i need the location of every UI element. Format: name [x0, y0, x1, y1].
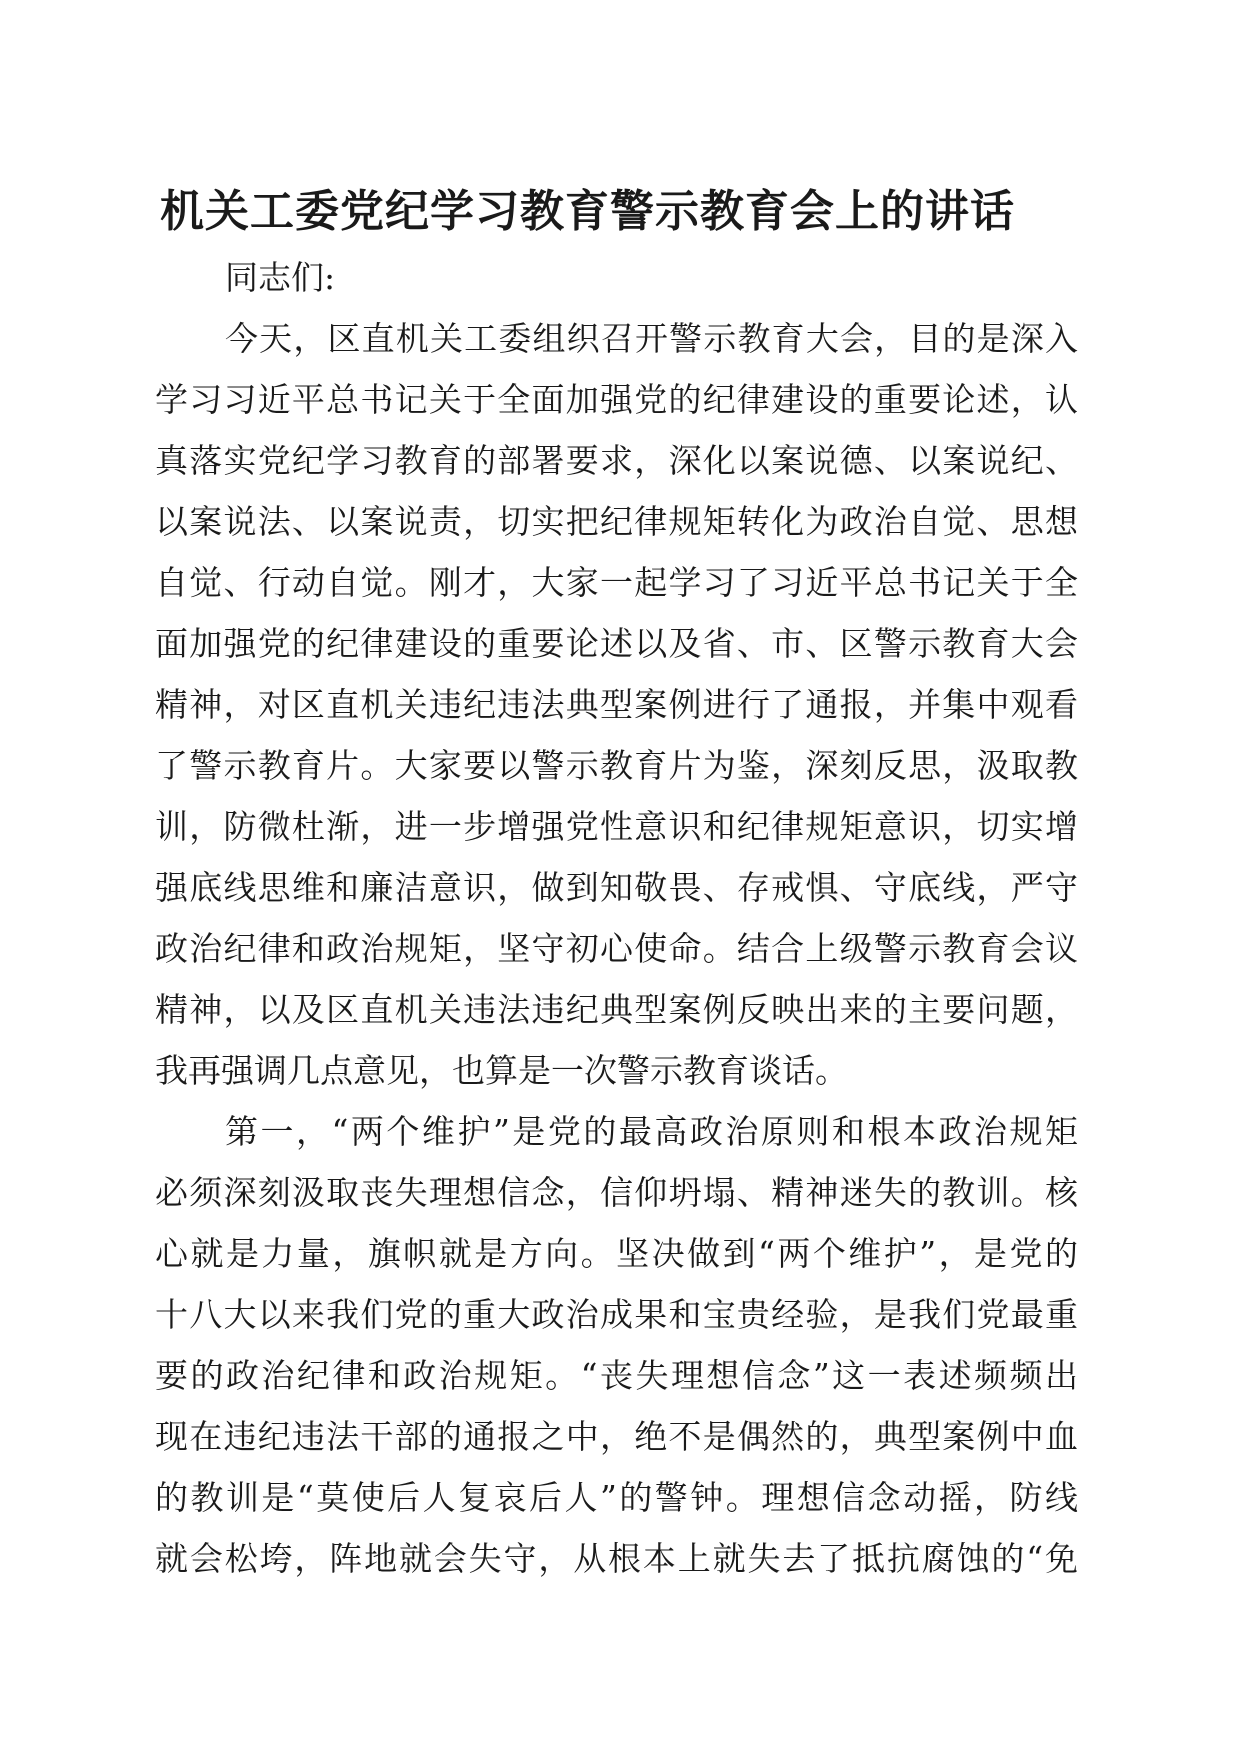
- paragraph-line: 第一，“两个维护”是党的最高政治原则和根本政治规矩: [225, 1112, 1078, 1151]
- paragraph-line: 今天，区直机关工委组织召开警示教育大会，目的是深入: [225, 319, 1078, 358]
- paragraph-line: 强底线思维和廉洁意识，做到知敬畏、存戒惧、守底线，严守: [155, 868, 1078, 907]
- paragraph-line: 必须深刻汲取丧失理想信念，信仰坍塌、精神迷失的教训。核: [155, 1173, 1078, 1212]
- paragraph-line: 就会松垮，阵地就会失守，从根本上就失去了抵抗腐蚀的“免: [155, 1539, 1078, 1578]
- paragraph-line: 我再强调几点意见，也算是一次警示教育谈话。: [155, 1051, 848, 1090]
- paragraph-line: 现在违纪违法干部的通报之中，绝不是偶然的，典型案例中血: [155, 1417, 1078, 1456]
- paragraph-line: 自觉、行动自觉。刚才，大家一起学习了习近平总书记关于全: [155, 563, 1078, 602]
- paragraph-line: 训，防微杜渐，进一步增强党性意识和纪律规矩意识，切实增: [155, 807, 1078, 846]
- paragraph-line: 的教训是“莫使后人复哀后人”的警钟。理想信念动摇，防线: [155, 1478, 1078, 1517]
- paragraph-line: 了警示教育片。大家要以警示教育片为鉴，深刻反思，汲取教: [155, 746, 1078, 785]
- paragraph-line: 真落实党纪学习教育的部署要求，深化以案说德、以案说纪、: [155, 441, 1078, 480]
- paragraph-line: 要的政治纪律和政治规矩。“丧失理想信念”这一表述频频出: [155, 1356, 1078, 1395]
- paragraph-line: 学习习近平总书记关于全面加强党的纪律建设的重要论述，认: [155, 380, 1078, 419]
- paragraph-line: 以案说法、以案说责，切实把纪律规矩转化为政治自觉、思想: [155, 502, 1078, 541]
- paragraph-line: 十八大以来我们党的重大政治成果和宝贵经验，是我们党最重: [155, 1295, 1078, 1334]
- paragraph-line: 精神，对区直机关违纪违法典型案例进行了通报，并集中观看: [155, 685, 1078, 724]
- document-body: [155, 247, 1078, 1589]
- paragraph-line: 面加强党的纪律建设的重要论述以及省、市、区警示教育大会: [155, 624, 1078, 663]
- paragraph-line: 政治纪律和政治规矩，坚守初心使命。结合上级警示教育会议: [155, 929, 1078, 968]
- paragraph-line: 心就是力量，旗帜就是方向。坚决做到“两个维护”，是党的: [155, 1234, 1078, 1273]
- document-title: 机关工委党纪学习教育警示教育会上的讲话: [160, 186, 1015, 237]
- salutation: 同志们:: [225, 258, 336, 297]
- paragraph-line: 精神，以及区直机关违法违纪典型案例反映出来的主要问题，: [155, 990, 1078, 1029]
